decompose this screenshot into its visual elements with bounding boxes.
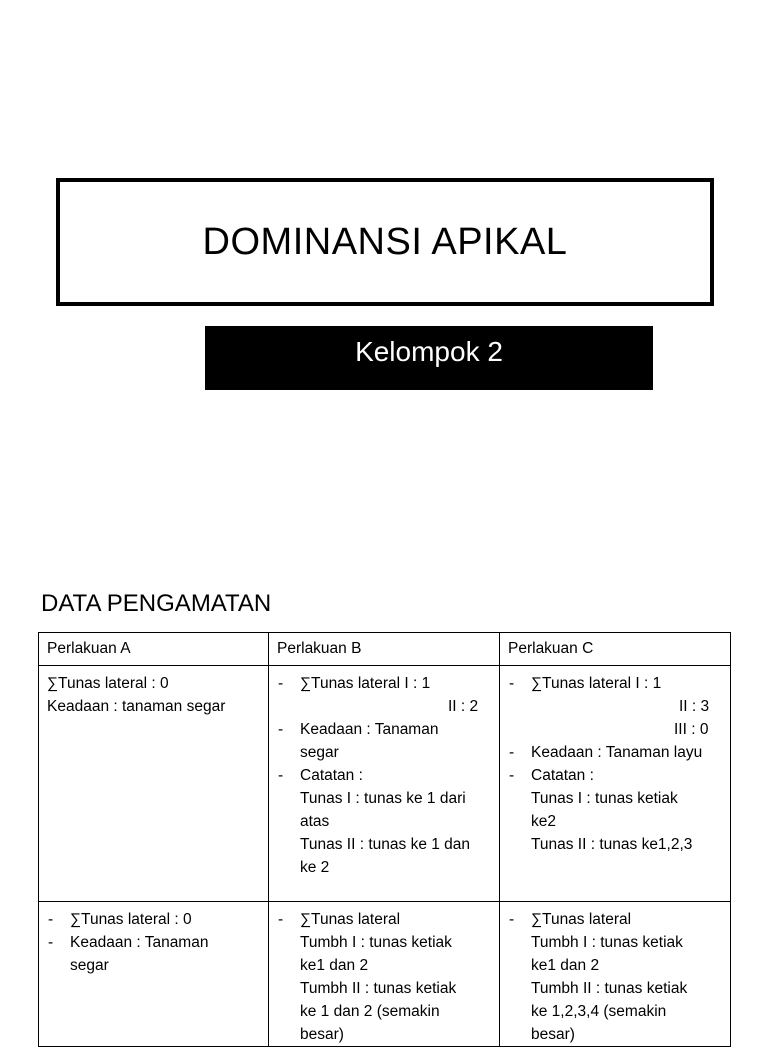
text-line: Tunas II : tunas ke1,2,3 [531, 836, 693, 853]
dash-list [47, 908, 260, 977]
text-line: segar [300, 744, 339, 761]
text-line: - Keadaan : Tanaman layu [531, 744, 703, 761]
dash-list [508, 672, 722, 787]
list-item [47, 908, 260, 931]
text-line: Tunas II : tunas ke 1 dan [300, 836, 471, 853]
text-line: - Catatan : [531, 767, 594, 784]
text-line: III : 0 [674, 721, 709, 738]
text-line: besar) [531, 1026, 575, 1043]
text-line: Tumbh I : tunas ketiak [300, 934, 452, 951]
text-line: atas [300, 813, 330, 830]
text-line: ke1 dan 2 [531, 957, 600, 974]
text-line: - ∑Tunas lateral I : 1 [531, 675, 662, 692]
subtitle-bar [205, 326, 653, 390]
title-box [56, 178, 714, 306]
text-line: segar [70, 957, 109, 974]
list-item [508, 672, 722, 741]
data-heading: DATA PENGAMATAN [41, 590, 272, 617]
list-item [277, 718, 491, 764]
table-row [39, 666, 731, 902]
list-item [508, 741, 722, 764]
dash-list [277, 908, 491, 931]
text-line: ∑Tunas lateral : 0 [47, 675, 169, 692]
text-line: - Keadaan : Tanaman [70, 934, 209, 951]
list-item [508, 764, 722, 787]
text-line: - Catatan : [300, 767, 363, 784]
text-line: Tunas I : tunas ketiak [531, 790, 678, 807]
cell-a-row2 [39, 902, 269, 1047]
data-slide [0, 560, 768, 1043]
cell-b-row2 [269, 902, 500, 1047]
text-line: Tumbh II : tunas ketiak [300, 980, 457, 997]
list-item [277, 764, 491, 787]
text-line: ke 1 dan 2 (semakin [300, 1003, 440, 1020]
slide-title: DOMINANSI APIKAL [202, 220, 568, 263]
dash-list [277, 672, 491, 787]
column-header-a: Perlakuan A [39, 633, 269, 666]
list-item [47, 931, 260, 977]
dash-list [508, 908, 722, 931]
list-item [277, 672, 491, 718]
text-line: Tumbh II : tunas ketiak [531, 980, 688, 997]
text-line: - ∑Tunas lateral [531, 911, 632, 928]
cell-c-row1 [500, 666, 731, 902]
text-line: - ∑Tunas lateral : 0 [70, 911, 192, 928]
column-header-b: Perlakuan B [269, 633, 500, 666]
cell-c-row2 [500, 902, 731, 1047]
cell-a-row1 [39, 666, 269, 902]
slide-subtitle: Kelompok 2 [355, 336, 503, 367]
table-row [39, 902, 731, 1047]
list-item [277, 908, 491, 931]
text-line: Tumbh I : tunas ketiak [531, 934, 683, 951]
text-line: II : 3 [679, 698, 710, 715]
column-header-c: Perlakuan C [500, 633, 731, 666]
text-line: ke 1,2,3,4 (semakin [531, 1003, 667, 1020]
list-item [508, 908, 722, 931]
text-line: II : 2 [448, 698, 479, 715]
table-header-row [39, 633, 731, 666]
cell-b-row1 [269, 666, 500, 902]
text-line: - ∑Tunas lateral [300, 911, 401, 928]
text-line: - Keadaan : Tanaman [300, 721, 439, 738]
text-line: Keadaan : tanaman segar [47, 698, 226, 715]
text-line: - ∑Tunas lateral I : 1 [300, 675, 431, 692]
text-line: ke2 [531, 813, 556, 830]
observation-table [38, 632, 731, 1047]
text-line: ke1 dan 2 [300, 957, 369, 974]
text-line: besar) [300, 1026, 344, 1043]
text-line: ke 2 [300, 859, 330, 876]
text-line: Tunas I : tunas ke 1 dari [300, 790, 466, 807]
